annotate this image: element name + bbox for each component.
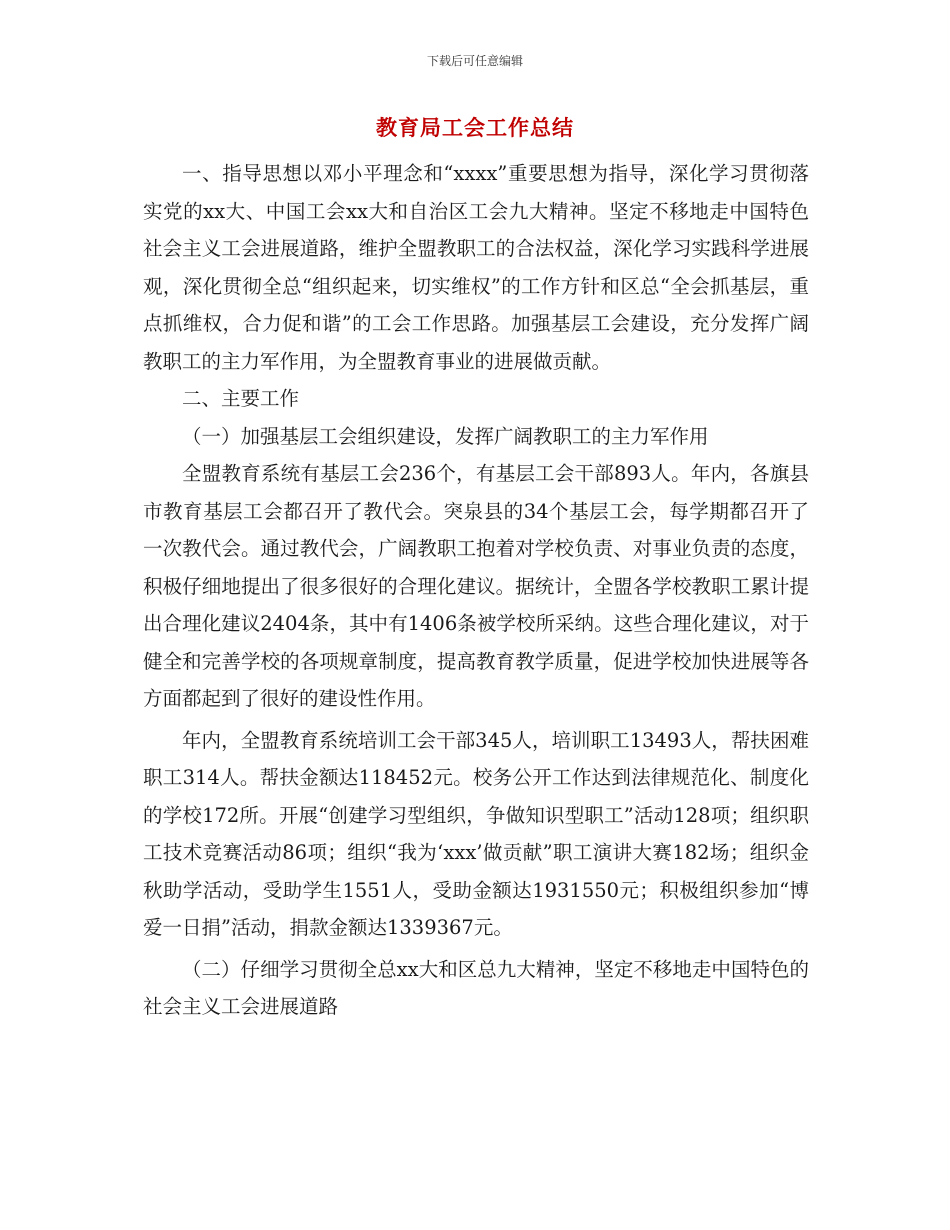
subsection-heading-1: （一）加强基层工会组织建设，发挥广阔教职工的主力军作用 bbox=[182, 424, 709, 448]
document-title: 教育局工会工作总结 bbox=[376, 115, 574, 140]
paragraph-grassroots-unions: 全盟教育系统有基层工会236个，有基层工会干部893人。年内，各旗县市教育基层工会都召开了教代会。突泉县的34个基层工会，每学期都召开了一次教代会。通过教代会，广阔教职工抱着对学校负责、对事业负责的态度，积极仔细地提出了很多很好的合理化建议。据统计，全盟各学校教职工累计提出合理化建议2404条，其中有1406条被学校所采纳。这些合理化建议，对于健全和完善学校的各项规章制度，提高教育教学质量，促进学校加快进展等各方面都起到了很好的建设性作用。 bbox=[143, 462, 809, 710]
document-body bbox=[143, 155, 809, 1026]
section-heading-main-work: 二、主要工作 bbox=[182, 387, 300, 410]
paragraph-annual-statistics: 年内，全盟教育系统培训工会干部345人，培训职工13493人，帮扶困难职工314人。帮扶金额达118452元。校务公开工作达到法律规范化、制度化的学校172所。开展“创建学习型组织，争做知识型职工”活动128项；组织职工技术竞赛活动86项；组织“我为‘xxx’做贡献”职工演讲大赛182场；组织金秋助学活动，受助学生1551人，受助金额达1931550元；积极组织参加“博爱一日捐”活动，捐款金额达1339367元。 bbox=[143, 728, 809, 939]
paragraph-guiding-ideology: 一、指导思想以邓小平理念和“xxxx”重要思想为指导，深化学习贯彻落实党的xx大、中国工会xx大和自治区工会九大精神。坚定不移地走中国特色社会主义工会进展道路，维护全盟教职工的合法权益，深化学习实践科学进展观，深化贯彻全总“组织起来，切实维权”的工作方针和区总“全会抓基层，重点抓维权，合力促和谐”的工会工作思路。加强基层工会建设，充分发挥广阔教职工的主力军作用，为全盟教育事业的进展做贡献。 bbox=[143, 162, 809, 373]
page-header-note: 下载后可任意编辑 bbox=[426, 54, 523, 68]
subsection-heading-2: （二）仔细学习贯彻全总xx大和区总九大精神，坚定不移地走中国特色的社会主义工会进展道路 bbox=[143, 957, 809, 1018]
